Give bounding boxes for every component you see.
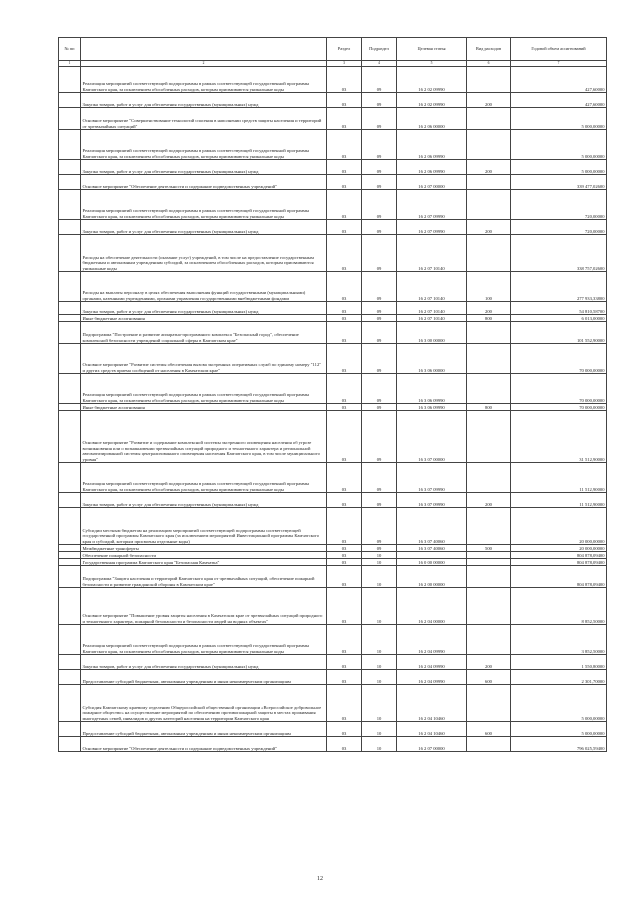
table-row [59,93,607,108]
expense-type-cell: 200 [467,655,511,670]
target-article-cell: 16 3 06 09990 [397,404,467,411]
expense-type-cell [467,463,511,493]
table-row [59,272,607,302]
expense-type-cell [467,625,511,655]
target-article-cell: 16 3 06 00000 [397,344,467,374]
row-number-cell [59,190,81,220]
annual-amount-cell: 804 878,09400 [511,566,607,588]
annual-amount-cell: 338 757,02600 [511,235,607,272]
target-article-cell: 16 2 07 10140 [397,272,467,302]
expense-type-cell: 200 [467,93,511,108]
podrazdel-cell: 10 [362,566,397,588]
razdel-cell: 03 [327,411,362,463]
razdel-cell: 03 [327,722,362,737]
column-number: 4 [362,61,397,67]
row-name-cell: Закупка товаров, работ и услуг для обеспечения государственных (муниципальных) нужд [81,493,327,508]
annual-amount-cell: 796 025,59400 [511,737,607,752]
expense-type-cell: 200 [467,160,511,175]
row-number-cell [59,344,81,374]
podrazdel-cell: 10 [362,670,397,685]
table-row [59,344,607,374]
target-article-cell: 16 3 07 09990 [397,493,467,508]
expense-type-cell: 600 [467,670,511,685]
podrazdel-cell: 10 [362,655,397,670]
table-row [59,625,607,655]
table-row [59,545,607,552]
podrazdel-cell: 09 [362,235,397,272]
razdel-cell: 03 [327,670,362,685]
podrazdel-cell: 09 [362,108,397,130]
row-number-cell [59,93,81,108]
annual-amount-cell: 5 000,00000 [511,160,607,175]
expense-type-cell [467,559,511,566]
annual-amount-cell: 70 000,00000 [511,404,607,411]
podrazdel-cell: 10 [362,685,397,722]
podrazdel-cell: 09 [362,302,397,315]
row-name-cell: Подпрограмма "Построение и развитие аппаратно-программного комплекса "Безопасный город", обеспечение комплексной безопасности учреждений социальной сферы в Камчатском крае" [81,322,327,344]
expense-type-cell [467,685,511,722]
row-name-cell: Закупка товаров, работ и услуг для обеспечения государственных (муниципальных) нужд [81,93,327,108]
annual-amount-cell: 1 550,80000 [511,655,607,670]
target-article-cell: 16 3 07 40060 [397,508,467,545]
annual-amount-cell: 804 878,09400 [511,559,607,566]
row-name-cell: Реализация мероприятий соответствующей подпрограммы в рамках соответствующей государственной программы Камчатского края, за исключением обособленных расходов, которым присваиваются уникальные коды [81,190,327,220]
expense-type-cell [467,411,511,463]
row-name-cell: Субсидия Камчатскому краевому отделению Общероссийской общественной организации «Всероссийское добровольное пожарное общество» на осуществление мероприятий по обеспечению противопожарной защиты в местах проживания многодетных семей, инвалидов и других категорий населения на территории Камчатского края [81,685,327,722]
row-number-cell [59,545,81,552]
annual-amount-cell: 20 000,00000 [511,545,607,552]
table-row [59,108,607,130]
podrazdel-cell: 09 [362,315,397,322]
column-header: Раздел [327,38,362,61]
table-row [59,67,607,93]
column-header [81,38,327,61]
row-number-cell [59,322,81,344]
row-number-cell [59,588,81,625]
expense-type-cell: 100 [467,272,511,302]
column-number: 7 [511,61,607,67]
razdel-cell: 03 [327,315,362,322]
row-name-cell: Предоставление субсидий бюджетным, автономным учреждениям и иным некоммерческим организациям [81,670,327,685]
column-number: 6 [467,61,511,67]
annual-amount-cell: 54 810,58700 [511,302,607,315]
budget-allocation-table [58,37,607,752]
table-row [59,130,607,160]
target-article-cell: 16 2 07 10140 [397,235,467,272]
target-article-cell: 16 2 02 09990 [397,67,467,93]
row-number-cell [59,463,81,493]
razdel-cell: 03 [327,160,362,175]
razdel-cell: 03 [327,344,362,374]
podrazdel-cell: 09 [362,160,397,175]
row-name-cell: Закупка товаров, работ и услуг для обеспечения государственных (муниципальных) нужд [81,220,327,235]
row-name-cell: Субсидии местным бюджетам на реализацию мероприятий соответствующей подпрограммы соответствующей государственной программы Камчатского края (за исключением мероприятий Инвестиционной программы Камчатского края и субсидий, которым присвоены отдельные коды) [81,508,327,545]
expense-type-cell [467,552,511,559]
row-name-cell: Основное мероприятие "Повышение уровня защиты населения в Камчатском крае от чрезвычайных ситуаций природного и техногенного характера, пожарной безопасности и безопасности людей на водных объектах" [81,588,327,625]
podrazdel-cell: 09 [362,93,397,108]
row-name-cell: Предоставление субсидий бюджетным, автономным учреждениям и иным некоммерческим организациям [81,722,327,737]
podrazdel-cell: 09 [362,322,397,344]
table-row [59,559,607,566]
target-article-cell: 16 2 04 09990 [397,655,467,670]
table-row [59,685,607,722]
row-number-cell [59,315,81,322]
row-name-cell: Закупка товаров, работ и услуг для обеспечения государственных (муниципальных) нужд [81,655,327,670]
row-number-cell [59,552,81,559]
row-number-cell [59,67,81,93]
target-article-cell: 16 3 00 00000 [397,322,467,344]
podrazdel-cell: 10 [362,722,397,737]
razdel-cell: 03 [327,374,362,404]
podrazdel-cell: 10 [362,588,397,625]
column-number: 3 [327,61,362,67]
podrazdel-cell: 09 [362,272,397,302]
podrazdel-cell: 10 [362,737,397,752]
table-row [59,508,607,545]
annual-amount-cell: 101 552,90000 [511,322,607,344]
row-number-cell [59,130,81,160]
target-article-cell: 16 3 07 00000 [397,411,467,463]
expense-type-cell [467,190,511,220]
expense-type-cell [467,588,511,625]
razdel-cell: 03 [327,545,362,552]
razdel-cell: 03 [327,559,362,566]
razdel-cell: 03 [327,493,362,508]
annual-amount-cell: 720,00000 [511,220,607,235]
target-article-cell: 16 2 02 09990 [397,93,467,108]
expense-type-cell [467,67,511,93]
target-article-cell: 16 2 07 00000 [397,175,467,190]
table-body [59,67,607,752]
row-name-cell: Основное мероприятие "Обеспечение деятельности и содержание подведомственных учреждений" [81,175,327,190]
podrazdel-cell: 09 [362,404,397,411]
podrazdel-cell: 09 [362,463,397,493]
annual-amount-cell: 339 477,02600 [511,175,607,190]
expense-type-cell: 200 [467,220,511,235]
row-number-cell [59,160,81,175]
row-number-cell [59,108,81,130]
razdel-cell: 03 [327,566,362,588]
row-number-cell [59,625,81,655]
row-name-cell: Закупка товаров, работ и услуг для обеспечения государственных (муниципальных) нужд [81,160,327,175]
row-number-cell [59,655,81,670]
row-number-cell [59,566,81,588]
table-row [59,411,607,463]
row-name-cell: Обеспечение пожарной безопасности [81,552,327,559]
razdel-cell: 03 [327,67,362,93]
podrazdel-cell: 09 [362,190,397,220]
row-name-cell: Государственная программа Камчатского края "Безопасная Камчатка" [81,559,327,566]
annual-amount-cell: 720,00000 [511,190,607,220]
expense-type-cell: 200 [467,302,511,315]
table-row [59,190,607,220]
row-name-cell: Реализация мероприятий соответствующей подпрограммы в рамках соответствующей государственной программы Камчатского края, за исключением обособленных расходов, которым присваиваются уникальные коды [81,130,327,160]
table-row [59,722,607,737]
razdel-cell: 03 [327,404,362,411]
row-name-cell: Иные бюджетные ассигнования [81,315,327,322]
row-name-cell: Основное мероприятие "Обеспечение деятельности и содержание подведомственных учреждений" [81,737,327,752]
annual-amount-cell: 20 000,00000 [511,508,607,545]
podrazdel-cell: 09 [362,374,397,404]
razdel-cell: 03 [327,302,362,315]
row-number-cell [59,411,81,463]
table-header [59,38,607,67]
expense-type-cell: 800 [467,315,511,322]
row-number-cell [59,685,81,722]
row-number-cell [59,670,81,685]
row-number-cell [59,235,81,272]
row-number-cell [59,722,81,737]
razdel-cell: 03 [327,508,362,545]
expense-type-cell [467,737,511,752]
table-row [59,374,607,404]
table-row [59,588,607,625]
expense-type-cell: 600 [467,722,511,737]
column-header: № пп [59,38,81,61]
target-article-cell: 16 2 04 10460 [397,685,467,722]
table-row [59,175,607,190]
column-header: Целевая статья [397,38,467,61]
target-article-cell: 16 2 07 09990 [397,220,467,235]
expense-type-cell [467,508,511,545]
table-row [59,322,607,344]
row-name-cell: Реализация мероприятий соответствующей подпрограммы в рамках соответствующей государственной программы Камчатского края, за исключением обособленных расходов, которым присваиваются уникальные коды [81,625,327,655]
podrazdel-cell: 09 [362,493,397,508]
razdel-cell: 03 [327,322,362,344]
annual-amount-cell: 804 878,09400 [511,552,607,559]
annual-amount-cell: 70 000,00000 [511,344,607,374]
row-name-cell: Реализация мероприятий соответствующей подпрограммы в рамках соответствующей государственной программы Камчатского края, за исключением обособленных расходов, которым присваиваются уникальные коды [81,463,327,493]
header-row [59,38,607,61]
target-article-cell: 16 2 06 09990 [397,130,467,160]
row-number-cell [59,559,81,566]
podrazdel-cell: 09 [362,220,397,235]
expense-type-cell: 200 [467,493,511,508]
column-number: 1 [59,61,81,67]
column-header: Вид расходов [467,38,511,61]
razdel-cell: 03 [327,220,362,235]
row-name-cell: Расходы на обеспечение деятельности (оказание услуг) учреждений, в том числе на предоставление государственным бюджетным и автономным учреждениям субсидий, за исключением обособленных расходов, которым присваиваются уникальные коды [81,235,327,272]
table-row [59,552,607,559]
target-article-cell: 16 2 06 00000 [397,108,467,130]
table-row [59,566,607,588]
podrazdel-cell: 09 [362,508,397,545]
expense-type-cell [467,322,511,344]
target-article-cell: 16 2 04 10460 [397,722,467,737]
annual-amount-cell: 5 000,00000 [511,685,607,722]
razdel-cell: 03 [327,737,362,752]
annual-amount-cell: 2 301,70000 [511,670,607,685]
row-number-cell [59,404,81,411]
razdel-cell: 03 [327,93,362,108]
row-name-cell: Реализация мероприятий соответствующей подпрограммы в рамках соответствующей государственной программы Камчатского края, за исключением обособленных расходов, которым присваиваются уникальные коды [81,67,327,93]
podrazdel-cell: 09 [362,545,397,552]
target-article-cell: 16 3 06 09990 [397,374,467,404]
row-name-cell: Межбюджетные трансферты [81,545,327,552]
annual-amount-cell: 8 852,50000 [511,588,607,625]
row-number-cell [59,493,81,508]
row-number-cell [59,272,81,302]
table-row [59,655,607,670]
annual-amount-cell: 6 013,00000 [511,315,607,322]
razdel-cell: 03 [327,625,362,655]
row-name-cell: Иные бюджетные ассигнования [81,404,327,411]
row-number-cell [59,175,81,190]
annual-amount-cell: 277 933,33800 [511,272,607,302]
target-article-cell: 16 2 00 00000 [397,566,467,588]
target-article-cell: 16 3 07 09990 [397,463,467,493]
column-header: Годовой объем ассигнований [511,38,607,61]
target-article-cell: 16 2 07 00000 [397,737,467,752]
expense-type-cell: 800 [467,404,511,411]
column-number: 2 [81,61,327,67]
podrazdel-cell: 09 [362,67,397,93]
target-article-cell: 16 2 04 00000 [397,588,467,625]
row-name-cell: Основное мероприятие "Развитие и содержание комплексной системы экстренного оповещения населения об угрозе возникновения или о возникновении чрезвычайных ситуаций природного и техногенного характера и региональной автоматизированной системы централизованного оповещения населения Камчатского края, в том числе муниципального уровня" [81,411,327,463]
target-article-cell: 16 2 04 09990 [397,625,467,655]
expense-type-cell [467,108,511,130]
annual-amount-cell: 70 000,00000 [511,374,607,404]
table-row [59,235,607,272]
podrazdel-cell: 10 [362,552,397,559]
razdel-cell: 03 [327,463,362,493]
target-article-cell: 16 2 07 10140 [397,302,467,315]
annual-amount-cell: 3 852,50000 [511,625,607,655]
table-row [59,737,607,752]
razdel-cell: 03 [327,272,362,302]
razdel-cell: 03 [327,130,362,160]
row-name-cell: Основное мероприятие "Совершенствование технологий спасения в наполнении средств защиты населения и территорий от чрезвычайных ситуаций" [81,108,327,130]
podrazdel-cell: 09 [362,344,397,374]
podrazdel-cell: 10 [362,625,397,655]
table-row [59,493,607,508]
expense-type-cell [467,175,511,190]
target-article-cell [397,552,467,559]
annual-amount-cell: 5 000,00000 [511,722,607,737]
column-number: 5 [397,61,467,67]
row-number-cell [59,220,81,235]
razdel-cell: 03 [327,685,362,722]
podrazdel-cell: 10 [362,559,397,566]
podrazdel-cell: 09 [362,411,397,463]
annual-amount-cell: 31 512,90000 [511,411,607,463]
table-row [59,160,607,175]
podrazdel-cell: 09 [362,175,397,190]
annual-amount-cell: 11 512,90000 [511,493,607,508]
razdel-cell: 03 [327,655,362,670]
razdel-cell: 03 [327,108,362,130]
annual-amount-cell: 427,60000 [511,93,607,108]
podrazdel-cell: 09 [362,130,397,160]
razdel-cell: 03 [327,588,362,625]
annual-amount-cell: 427,60000 [511,67,607,93]
target-article-cell: 16 0 00 00000 [397,559,467,566]
table-row [59,220,607,235]
table-row [59,315,607,322]
table-row [59,670,607,685]
row-number-cell [59,737,81,752]
expense-type-cell [467,130,511,160]
razdel-cell: 03 [327,175,362,190]
annual-amount-cell: 5 000,00000 [511,108,607,130]
table-row [59,463,607,493]
column-header: Подраздел [362,38,397,61]
razdel-cell: 03 [327,552,362,559]
razdel-cell: 03 [327,190,362,220]
row-name-cell: Реализация мероприятий соответствующей подпрограммы в рамках соответствующей государственной программы Камчатского края, за исключением обособленных расходов, которым присваиваются уникальные коды [81,374,327,404]
target-article-cell: 16 2 06 09990 [397,160,467,175]
row-name-cell: Основное мероприятие "Развитие системы обеспечения вызова экстренных оперативных служб по единому номеру "112" и других средств приема сообщений от населения в Камчатском крае" [81,344,327,374]
table-row [59,302,607,315]
expense-type-cell [467,344,511,374]
target-article-cell: 16 2 07 10140 [397,315,467,322]
target-article-cell: 16 3 07 40060 [397,545,467,552]
expense-type-cell [467,374,511,404]
expense-type-cell: 500 [467,545,511,552]
expense-type-cell [467,235,511,272]
expense-type-cell [467,566,511,588]
row-number-cell [59,508,81,545]
target-article-cell: 16 2 07 09990 [397,190,467,220]
target-article-cell: 16 2 04 09990 [397,670,467,685]
row-number-cell [59,302,81,315]
annual-amount-cell: 5 000,00000 [511,130,607,160]
row-name-cell: Закупка товаров, работ и услуг для обеспечения государственных (муниципальных) нужд [81,302,327,315]
row-name-cell: Подпрограмма "Защита населения и территорий Камчатского края от чрезвычайных ситуаций, обеспечение пожарной безопасности и развитие гражданской обороны в Камчатском крае" [81,566,327,588]
razdel-cell: 03 [327,235,362,272]
row-name-cell: Расходы на выплаты персоналу в целях обеспечения выполнения функций государственными (муниципальными) органами, казенными учреждениями, органами управления государственными внебюджетными фондами [81,272,327,302]
page-number: 12 [317,876,323,882]
row-number-cell [59,374,81,404]
table-row [59,404,607,411]
annual-amount-cell: 11 512,90000 [511,463,607,493]
